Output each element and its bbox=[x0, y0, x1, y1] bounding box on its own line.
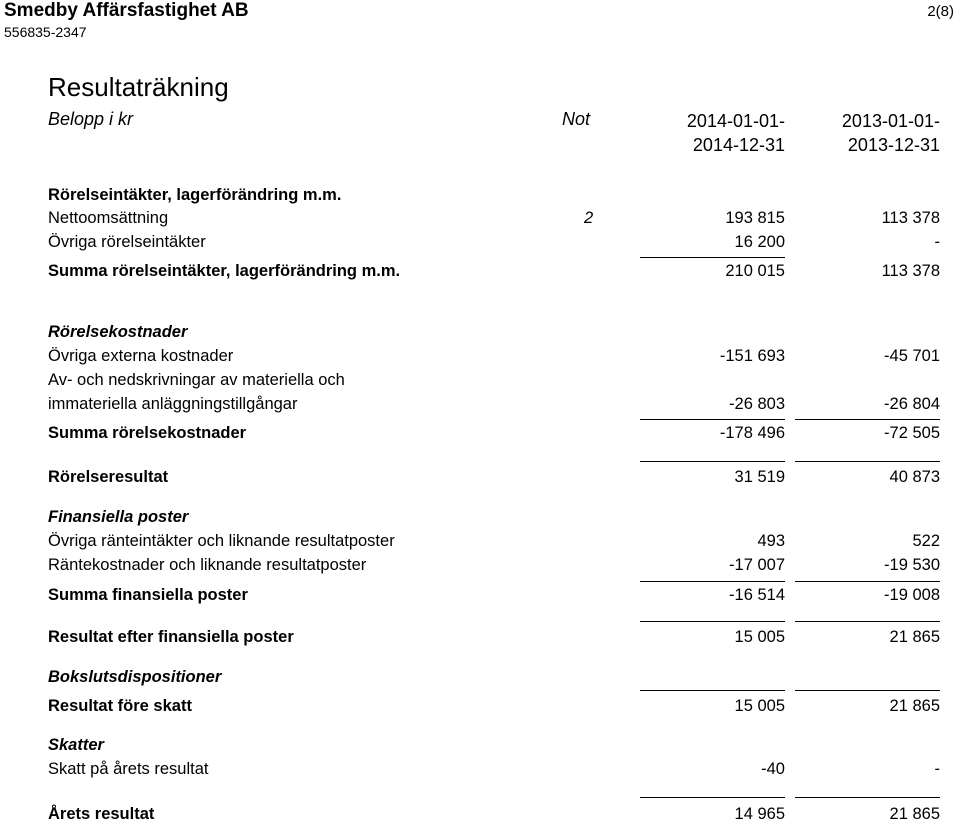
value-previous-year: 21 865 bbox=[889, 628, 940, 646]
value-current-year: 15 005 bbox=[734, 697, 785, 715]
value-current-year: 14 965 bbox=[734, 805, 785, 823]
subtotal-rule bbox=[640, 461, 785, 462]
subtotal-row bbox=[0, 628, 960, 652]
row-label: Övriga ränteintäkter och liknande resultatposter bbox=[48, 532, 395, 550]
subtotal-rule bbox=[795, 797, 940, 798]
period-current-end: 2014-12-31 bbox=[692, 135, 785, 155]
value-current-year: -151 693 bbox=[719, 347, 785, 365]
section-heading bbox=[0, 323, 960, 347]
value-previous-year: -45 701 bbox=[884, 347, 940, 365]
row-label: Bokslutsdispositioner bbox=[48, 668, 222, 686]
value-current-year: -26 803 bbox=[729, 395, 785, 413]
section-heading bbox=[0, 668, 960, 692]
subtotal-rule bbox=[640, 581, 785, 582]
subtotal-rule bbox=[795, 621, 940, 622]
row-label: Övriga externa kostnader bbox=[48, 347, 234, 365]
subtotal-rule bbox=[640, 690, 785, 691]
value-previous-year: -26 804 bbox=[884, 395, 940, 413]
table-row bbox=[0, 233, 960, 257]
subtotal-row bbox=[0, 424, 960, 448]
value-previous-year: 113 378 bbox=[881, 209, 940, 227]
subtotal-rule bbox=[640, 797, 785, 798]
value-current-year: 16 200 bbox=[734, 233, 785, 251]
row-label: Nettoomsättning bbox=[48, 209, 169, 227]
value-previous-year: 522 bbox=[912, 532, 940, 550]
row-label: Resultat efter finansiella poster bbox=[48, 628, 294, 646]
row-label: Årets resultat bbox=[48, 805, 155, 823]
row-label: Av- och nedskrivningar av materiella och bbox=[48, 371, 345, 389]
row-label: Finansiella poster bbox=[48, 508, 189, 526]
subtotal-rule bbox=[640, 257, 785, 258]
period-previous-start: 2013-01-01- bbox=[841, 111, 940, 131]
row-label: Summa rörelsekostnader bbox=[48, 424, 247, 442]
value-current-year: -40 bbox=[761, 760, 785, 778]
period-current-start: 2014-01-01- bbox=[686, 111, 785, 131]
table-row bbox=[0, 532, 960, 556]
subtotal-rule bbox=[640, 419, 785, 420]
row-label: Summa finansiella poster bbox=[48, 586, 248, 604]
subtotal-rule bbox=[795, 581, 940, 582]
subtotal-rule bbox=[795, 419, 940, 420]
value-previous-year: 113 378 bbox=[881, 262, 940, 280]
row-label: Räntekostnader och liknande resultatposter bbox=[48, 556, 367, 574]
value-current-year: -17 007 bbox=[729, 556, 785, 574]
section-heading bbox=[0, 736, 960, 760]
value-current-year: -16 514 bbox=[729, 586, 785, 604]
subtotal-rule bbox=[795, 690, 940, 691]
row-label: Summa rörelseintäkter, lagerförändring m.m. bbox=[48, 262, 401, 280]
row-label: Rörelseresultat bbox=[48, 468, 169, 486]
row-label: Rörelsekostnader bbox=[48, 323, 188, 341]
value-previous-year: 21 865 bbox=[889, 697, 940, 715]
table-row bbox=[0, 760, 960, 784]
subtotal-row bbox=[0, 805, 960, 829]
subtotal-rule bbox=[640, 621, 785, 622]
table-row bbox=[0, 209, 960, 233]
value-previous-year: - bbox=[934, 760, 940, 778]
note-column-header: Not bbox=[562, 109, 591, 129]
subtotal-row bbox=[0, 262, 960, 286]
subtotal-row bbox=[0, 697, 960, 721]
value-current-year: 31 519 bbox=[734, 468, 785, 486]
subtotal-row bbox=[0, 186, 960, 210]
value-previous-year: - bbox=[934, 233, 940, 251]
org-number: 556835-2347 bbox=[4, 24, 87, 40]
value-previous-year: -19 008 bbox=[884, 586, 940, 604]
period-previous-end: 2013-12-31 bbox=[847, 135, 940, 155]
row-label: Skatter bbox=[48, 736, 104, 754]
value-previous-year: -72 505 bbox=[884, 424, 940, 442]
subtotal-row bbox=[0, 586, 960, 610]
row-label: Resultat före skatt bbox=[48, 697, 192, 715]
row-label-continued: immateriella anläggningstillgångar bbox=[48, 395, 298, 413]
page-number: 2(8) bbox=[927, 3, 954, 20]
row-label: Skatt på årets resultat bbox=[48, 760, 209, 778]
value-current-year: 493 bbox=[757, 532, 785, 550]
table-row bbox=[0, 371, 960, 413]
value-current-year: -178 496 bbox=[719, 424, 785, 442]
row-label: Övriga rörelseintäkter bbox=[48, 233, 206, 251]
value-current-year: 15 005 bbox=[734, 628, 785, 646]
value-previous-year: 21 865 bbox=[889, 805, 940, 823]
company-name: Smedby Affärsfastighet AB bbox=[4, 0, 249, 21]
table-row bbox=[0, 556, 960, 580]
table-row bbox=[0, 347, 960, 371]
value-previous-year: 40 873 bbox=[889, 468, 940, 486]
amount-unit-label: Belopp i kr bbox=[48, 109, 134, 129]
value-previous-year: -19 530 bbox=[884, 556, 940, 574]
page-title: Resultaträkning bbox=[48, 72, 229, 102]
row-label: Rörelseintäkter, lagerförändring m.m. bbox=[48, 186, 342, 204]
value-current-year: 210 015 bbox=[725, 262, 785, 280]
value-current-year: 193 815 bbox=[725, 209, 785, 227]
subtotal-rule bbox=[795, 461, 940, 462]
section-heading bbox=[0, 508, 960, 532]
subtotal-row bbox=[0, 468, 960, 492]
row-note: 2 bbox=[584, 209, 594, 227]
